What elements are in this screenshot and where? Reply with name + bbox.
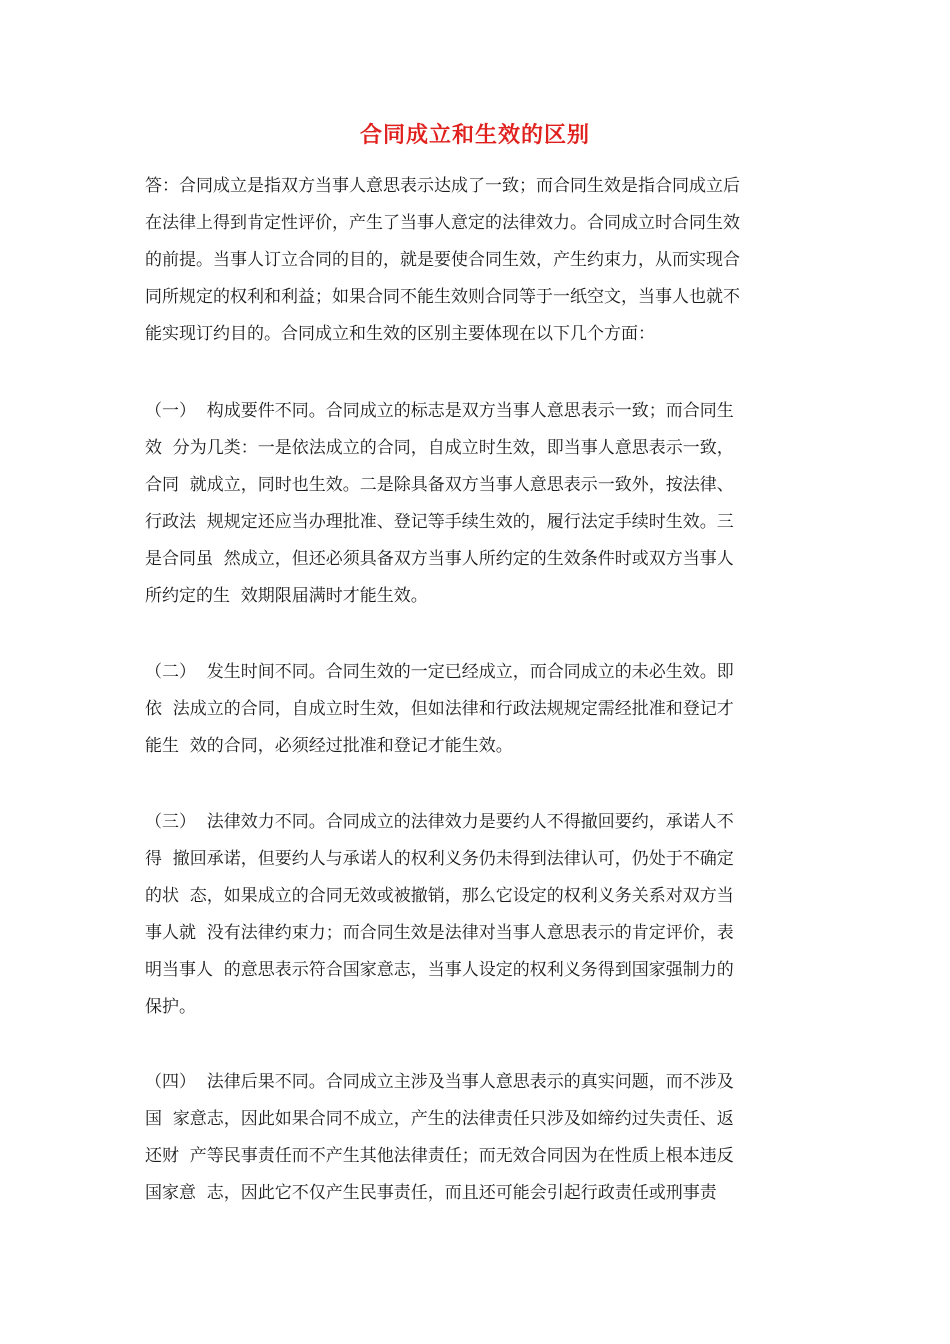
text-line: 能实现订约目的。合同成立和生效的区别主要体现在以下几个方面： — [145, 324, 655, 344]
text-line: 明当事人 的意思表示符合国家意志，当事人设定的权利义务得到国家强制力的 — [145, 960, 734, 980]
document-title: 合同成立和生效的区别 — [359, 123, 590, 148]
text-line: 国 家意志，因此如果合同不成立，产生的法律责任只涉及如缔约过失责任、返 — [145, 1109, 734, 1129]
text-line: 所约定的生 效期限届满时才能生效。 — [145, 586, 428, 606]
text-line: 的前提。当事人订立合同的目的，就是要使合同生效，产生约束力，从而实现合 — [145, 250, 740, 270]
paragraph-section-4 — [145, 1064, 825, 1212]
text-line: 依 法成立的合同，自成立时生效，但如法律和行政法规规定需经批准和登记才 — [145, 699, 734, 719]
paragraph-intro — [145, 168, 825, 353]
text-line: 国家意 志，因此它不仅产生民事责任，而且还可能会引起行政责任或刑事责 — [145, 1183, 717, 1203]
text-line: 同所规定的权利和利益；如果合同不能生效则合同等于一纸空文，当事人也就不 — [145, 287, 740, 307]
text-line: 事人就 没有法律约束力；而合同生效是法律对当事人意思表示的肯定评价，表 — [145, 923, 734, 943]
paragraph-section-3 — [145, 804, 825, 1026]
text-line: （一） 构成要件不同。合同成立的标志是双方当事人意思表示一致；而合同生 — [145, 401, 734, 421]
text-line: 合同 就成立，同时也生效。二是除具备双方当事人意思表示一致外，按法律、 — [145, 475, 734, 495]
text-line: （四） 法律后果不同。合同成立主涉及当事人意思表示的真实问题，而不涉及 — [145, 1072, 734, 1092]
text-line: （二） 发生时间不同。合同生效的一定已经成立，而合同成立的未必生效。即 — [145, 662, 734, 682]
text-line: 的状 态，如果成立的合同无效或被撤销，那么它设定的权利义务关系对双方当 — [145, 886, 734, 906]
text-line: 答：合同成立是指双方当事人意思表示达成了一致；而合同生效是指合同成立后 — [145, 176, 740, 196]
text-line: 在法律上得到肯定性评价，产生了当事人意定的法律效力。合同成立时合同生效 — [145, 213, 740, 233]
paragraph-section-2 — [145, 654, 825, 765]
text-line: 得 撤回承诺，但要约人与承诺人的权利义务仍未得到法律认可，仍处于不确定 — [145, 849, 734, 869]
text-line: 是合同虽 然成立，但还必须具备双方当事人所约定的生效条件时或双方当事人 — [145, 549, 734, 569]
text-line: 能生 效的合同，必须经过批准和登记才能生效。 — [145, 736, 513, 756]
paragraph-section-1 — [145, 393, 825, 615]
text-line: 效 分为几类：一是依法成立的合同，自成立时生效，即当事人意思表示一致， — [145, 438, 734, 458]
text-line: 保护。 — [145, 997, 196, 1017]
text-line: 还财 产等民事责任而不产生其他法律责任；而无效合同因为在性质上根本违反 — [145, 1146, 734, 1166]
text-line: 行政法 规规定还应当办理批准、登记等手续生效的，履行法定手续时生效。三 — [145, 512, 734, 532]
text-line: （三） 法律效力不同。合同成立的法律效力是要约人不得撤回要约，承诺人不 — [145, 812, 734, 832]
